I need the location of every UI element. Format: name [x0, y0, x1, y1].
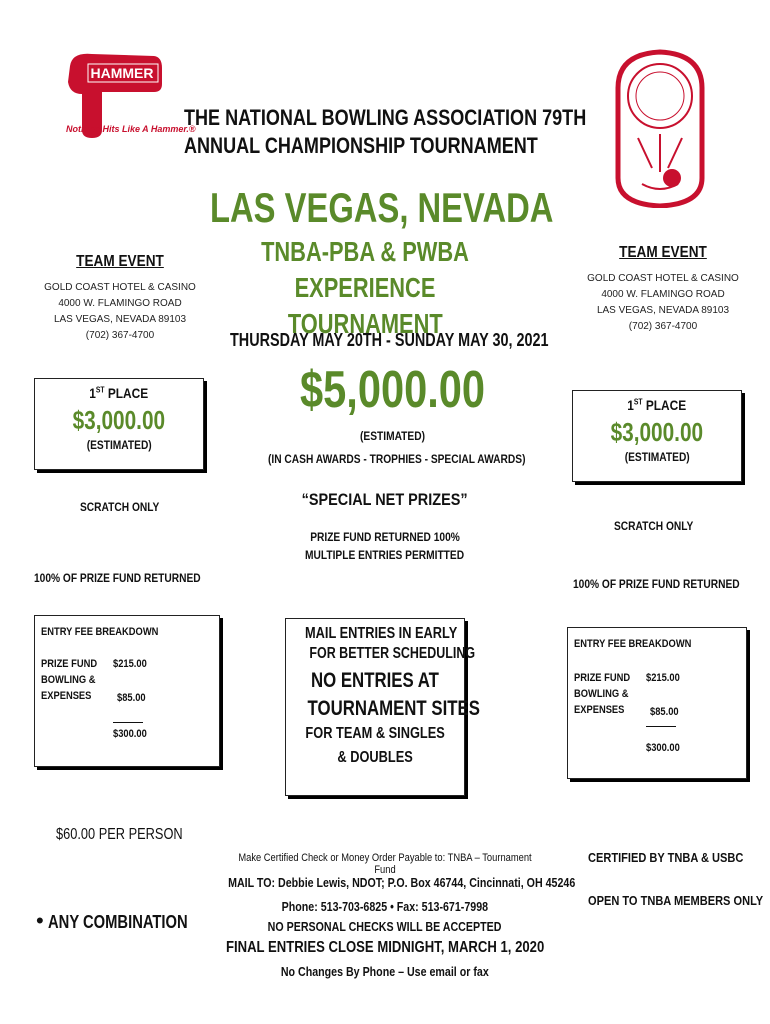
- left-address-line: LAS VEGAS, NEVADA 89103: [53, 314, 187, 325]
- mail-line-3: NO ENTRIES AT: [311, 669, 439, 692]
- any-combination-text: ANY COMBINATION: [48, 912, 188, 932]
- tournament-subtitle: [195, 234, 535, 342]
- certified-by: CERTIFIED BY TNBA & USBC: [588, 850, 744, 865]
- left-address-line: (702) 367-4700: [85, 330, 155, 341]
- total-prize-estimated: (ESTIMATED): [360, 429, 425, 443]
- left-first-place-box: [34, 378, 204, 470]
- any-combination: [36, 908, 219, 933]
- total-prize-amount: $5,000.00: [300, 361, 486, 419]
- right-team-heading: TEAM EVENT: [619, 244, 707, 261]
- right-prize-fund-returned: 100% OF PRIZE FUND RETURNED: [573, 577, 740, 591]
- multiple-entries: MULTIPLE ENTRIES PERMITTED: [305, 548, 465, 562]
- right-team-event: [583, 244, 743, 262]
- mail-line-4: TOURNAMENT SITES: [307, 697, 480, 720]
- left-prize-fund-returned: 100% OF PRIZE FUND RETURNED: [34, 571, 201, 585]
- per-person-fee: $60.00 PER PERSON: [56, 826, 183, 843]
- left-scratch-only: SCRATCH ONLY: [80, 500, 160, 514]
- open-to-members: OPEN TO TNBA MEMBERS ONLY: [588, 893, 764, 908]
- right-place-amount: $3,000.00: [610, 417, 704, 447]
- title-line-1: THE NATIONAL BOWLING ASSOCIATION 79TH: [184, 105, 587, 130]
- right-place-label: 1ST PLACE: [627, 397, 687, 413]
- subtitle-line-1: TNBA-PBA & PWBA EXPERIENCE: [261, 236, 469, 303]
- hammer-brand-text: HAMMER: [90, 65, 154, 81]
- prize-awards-note: (IN CASH AWARDS - TROPHIES - SPECIAL AWARDS): [268, 452, 526, 466]
- mail-line-6: & DOUBLES: [337, 749, 413, 766]
- city-heading: LAS VEGAS, NEVADA: [210, 184, 554, 231]
- mail-line-1: MAIL ENTRIES IN EARLY: [305, 625, 458, 642]
- left-entry-fee-box: [34, 615, 220, 767]
- right-address-line: LAS VEGAS, NEVADA 89103: [596, 305, 730, 316]
- left-fee-divider: [113, 722, 143, 723]
- right-fee-expenses-value: $85.00: [650, 706, 679, 718]
- right-place-estimated: (ESTIMATED): [624, 450, 690, 464]
- left-address-line: GOLD COAST HOTEL & CASINO: [44, 282, 196, 293]
- footer-mail-to: MAIL TO: Debbie Lewis, NDOT; P.O. Box 46744, Cincinnati, OH 45246: [228, 875, 576, 890]
- right-fee-prize-label: PRIZE FUND: [574, 672, 631, 684]
- left-team-heading: TEAM EVENT: [76, 253, 164, 270]
- subtitle-line-2: TOURNAMENT: [287, 308, 443, 339]
- footer-final-entries: FINAL ENTRIES CLOSE MIDNIGHT, MARCH 1, 2020: [225, 939, 545, 956]
- footer-no-checks: NO PERSONAL CHECKS WILL BE ACCEPTED: [268, 919, 502, 934]
- left-fee-heading: ENTRY FEE BREAKDOWN: [41, 626, 159, 638]
- right-fee-total: $300.00: [646, 742, 680, 754]
- prize-fund-returned: PRIZE FUND RETURNED 100%: [310, 530, 460, 544]
- mail-line-5: FOR TEAM & SINGLES: [305, 725, 445, 742]
- special-net-prizes-details: [280, 528, 490, 564]
- left-place-amount: $3,000.00: [72, 405, 166, 435]
- right-fee-divider: [646, 726, 676, 727]
- right-fee-heading: ENTRY FEE BREAKDOWN: [574, 638, 692, 650]
- footer-no-changes: No Changes By Phone – Use email or fax: [281, 964, 489, 979]
- left-fee-bowling-label: BOWLING &: [41, 674, 96, 686]
- footer-payable: Make Certified Check or Money Order Payable to: TNBA – Tournament Fund: [238, 852, 532, 876]
- tournament-dates: THURSDAY MAY 20TH - SUNDAY MAY 30, 2021: [230, 330, 549, 350]
- left-fee-expenses-label: EXPENSES: [41, 690, 92, 702]
- left-address-line: 4000 W. FLAMINGO ROAD: [58, 298, 182, 309]
- bullet-icon: •: [36, 908, 44, 933]
- right-fee-expenses-label: EXPENSES: [574, 704, 625, 716]
- right-fee-bowling-label: BOWLING &: [574, 688, 629, 700]
- mail-entries-box: [285, 618, 480, 796]
- page-title: [184, 104, 586, 160]
- right-address-line: GOLD COAST HOTEL & CASINO: [587, 273, 739, 284]
- right-scratch-only: SCRATCH ONLY: [614, 519, 694, 533]
- hammer-tagline: Nothing Hits Like A Hammer.®: [66, 124, 196, 134]
- right-address-line: (702) 367-4700: [628, 321, 698, 332]
- right-entry-fee-box: [567, 627, 747, 779]
- left-fee-prize-label: PRIZE FUND: [41, 658, 98, 670]
- title-line-2: ANNUAL CHAMPIONSHIP TOURNAMENT: [184, 133, 538, 158]
- left-place-label: 1ST PLACE: [89, 385, 149, 401]
- left-address: [40, 280, 200, 344]
- special-net-prizes-heading: “SPECIAL NET PRIZES”: [302, 490, 468, 509]
- right-fee-prize-value: $215.00: [646, 672, 680, 684]
- mail-line-2: FOR BETTER SCHEDULING: [309, 645, 476, 662]
- left-fee-prize-value: $215.00: [113, 658, 147, 670]
- left-team-event: [40, 253, 200, 271]
- tnba-seal-logo: [612, 48, 708, 208]
- footer-phone: Phone: 513-703-6825 • Fax: 513-671-7998: [281, 899, 489, 914]
- left-fee-total: $300.00: [113, 728, 147, 740]
- right-address: [583, 271, 743, 335]
- right-first-place-box: [572, 390, 742, 482]
- right-address-line: 4000 W. FLAMINGO ROAD: [601, 289, 725, 300]
- left-place-estimated: (ESTIMATED): [86, 438, 152, 452]
- left-fee-expenses-value: $85.00: [117, 692, 146, 704]
